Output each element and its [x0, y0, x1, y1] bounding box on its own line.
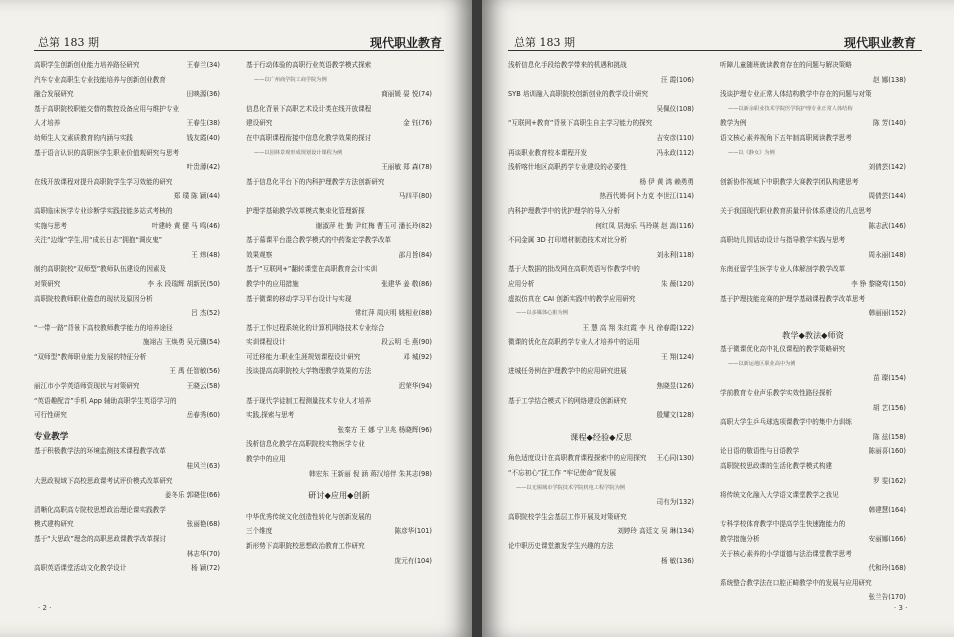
toc-entry-title: 高职学生创新创业能力培养路径研究: [34, 61, 140, 69]
toc-line: 专科学校体育教学中提高学生快速跑能力的: [720, 520, 846, 529]
toc-entry-author: 常红萍 周庆明 姚相业(88): [354, 309, 432, 318]
toc-entry-author: 张建华 姜 敬(86): [381, 279, 432, 288]
toc-line: 教学中的应用: [246, 455, 286, 464]
toc-entry-author: 朱 薇(120): [660, 279, 694, 288]
journal-title: 现代职业教育: [844, 36, 917, 50]
toc-entry-author: 商丽媛 晏 悦(74): [381, 90, 432, 99]
toc-line: 在中高职课程衔接中信息化教学效果的探讨: [246, 133, 372, 142]
toc-line: 微课的优化在高职药学专业人才培养中的运用: [508, 338, 640, 347]
toc-entry-author: 张兰告(170): [868, 593, 906, 602]
toc-entry-author: 陈 芳(140): [872, 119, 906, 128]
toc-entry-title: 人才培养: [34, 119, 61, 128]
toc-line: 基于行动体验的高职行业英语教学模式探索: [246, 61, 372, 69]
toc-entry-author: 施翊吉 王焕勇 吴元骥(54): [142, 338, 220, 347]
toc-line: 基于工学结合模式下的网络建设创新研究: [508, 396, 627, 405]
toc-entry-author: 王 慧 高 翔 朱红霞 李 凡 徐春霞(122): [582, 323, 694, 332]
toc-entry-title: 融合发展研究: [34, 90, 74, 99]
toc-line: [508, 277, 694, 292]
toc-line: “不忘初心”抚工作 “牢记使命”促发展: [508, 469, 617, 478]
toc-line: 基于“大思政”理念的高职思政课教学改革探讨: [34, 535, 167, 543]
toc-entry-author: 何红凤 居海乐 马玲瑛 赵 嵩(116): [595, 221, 694, 230]
toc-line: 将传统文化融入大学语文课堂教学之我见: [720, 491, 839, 500]
toc-line: 基于工作过程系统化的计算机网络技术专业综合: [246, 323, 385, 332]
toc-entry-author: 田映源(36): [186, 90, 220, 99]
toc-entry-author: 陈彦华(101): [394, 527, 432, 536]
toc-column: [34, 58, 220, 576]
toc-line: ——以广州商学院工商学院为例: [254, 76, 327, 83]
toc-column: [246, 58, 432, 568]
toc-line: [34, 517, 220, 532]
toc-entry-author: 杨 敏(136): [660, 556, 694, 565]
toc-line: “双师型”教师职业能力发展的特征分析: [34, 352, 147, 361]
toc-entry-author: 王 翔(124): [660, 352, 694, 361]
toc-line: 基于语言认识的高职医学生职业价值观研究与思考: [34, 148, 180, 157]
toc-line: 创新协作视域下中职教学大赛教学团队构建思考: [720, 177, 859, 186]
toc-entry-title: 建设研究: [246, 119, 273, 128]
toc-entry-author: 郑 璞 陈 颖(44): [173, 192, 220, 201]
toc-line: 高职幼儿园话动设计与指导教学实践与思考: [720, 236, 846, 245]
toc-line: [720, 444, 906, 459]
toc-line: 基于大数据的批改网在高职英语写作教学中的: [508, 265, 640, 274]
toc-line: [34, 277, 220, 292]
toc-line: 大思政视域下高校思政课考试评价模式改革研究: [34, 476, 173, 485]
toc-entry-title: 模式建构研究: [34, 520, 74, 529]
toc-entry-title: 角色适度设计在高职教育课程探索中的应用探究: [508, 454, 647, 463]
issue-number: 总第 183 期: [38, 36, 99, 49]
page-number: · 2 ·: [38, 604, 52, 612]
toc-entry-author: 王晓云(58): [186, 382, 220, 391]
toc-line: ——以无锡城市学院技术学院机电工程学院为例: [516, 484, 625, 491]
toc-entry-author: 刘倩芸(142): [868, 163, 906, 172]
toc-line: [508, 146, 694, 161]
toc-entry-author: 周永丽(148): [868, 250, 906, 259]
toc-line: 基于护理技能竞赛的护理学基础课程教学改革思考: [720, 294, 866, 303]
section-heading: 课程◆经验◆反思: [570, 431, 632, 442]
toc-entry-author: 司有为(132): [656, 498, 694, 507]
toc-entry-author: 安丽娜(166): [868, 535, 906, 543]
toc-line: 内科护理教学中的优护理学的导入分析: [508, 206, 621, 215]
toc-line: [246, 524, 432, 539]
toc-entry-author: 岳春秀(60): [186, 411, 220, 420]
toc-line: 听障儿童随班就读教育存在的问题与解决策略: [720, 61, 852, 69]
toc-entry-author: 杨 颖(72): [191, 564, 220, 573]
toc-entry-author: 陈丽喜(160): [868, 447, 906, 456]
toc-line: 高职院校教师职业倦怠的现状及原因分析: [34, 294, 153, 303]
toc-line: [246, 248, 432, 263]
toc-line: [246, 116, 432, 131]
toc-line: [34, 116, 220, 131]
toc-line: [246, 350, 432, 365]
toc-entry-author: 金 钰(76): [403, 119, 432, 128]
toc-line: 学前教育专业声乐教学实效性路径探析: [720, 389, 833, 398]
toc-entry-author: 殷耀文(128): [656, 411, 694, 420]
toc-entry-author: 叶贵薄(42): [186, 163, 220, 172]
toc-entry-author: 陈 兹(158): [872, 432, 906, 441]
toc-line: “一带一路”背景下高校教师教学能力的培养途径: [34, 323, 173, 332]
toc-entry-title: 幼师生人文素质教育的内涵与实践: [34, 133, 133, 142]
toc-entry-title: 教学为例: [720, 119, 747, 128]
toc-entry-author: 王春兰(34): [186, 61, 220, 69]
toc-line: 浅谈提高高职院校大学物理教学效果的方法: [246, 367, 372, 376]
toc-line: 浅析喀什地区高职药学专业建设的必要性: [508, 163, 627, 172]
toc-entry-author: 杨 伊 黄 鸿 赖勇勇: [639, 177, 694, 186]
toc-line: ——以园林景观形成规划设计课程为例: [254, 149, 343, 156]
left-page: [0, 0, 472, 637]
toc-entry-author: 林志华(70): [186, 549, 220, 558]
toc-line: [34, 561, 220, 576]
toc-entry-author: 吉安彦(110): [656, 133, 694, 142]
toc-line: 关于我国现代职业教育质量评价体系建设的几点思考: [720, 206, 872, 215]
toc-entry-author: 汪 霞(106): [660, 75, 694, 84]
toc-entry-author: 王 禹 任智敏(56): [169, 367, 220, 376]
toc-line: 新形势下高职院校思想政治教育工作研究: [246, 542, 365, 550]
toc-entry-title: 论日语的敬语性与日语教学: [720, 447, 800, 456]
toc-column: [720, 58, 906, 605]
toc-line: 基于慕课平台混合教学模式的中药鉴定学教学改革: [246, 236, 392, 245]
toc-entry-author: 代和玲(168): [868, 564, 906, 573]
toc-line: 不同金属 3D 打印增材制造技术对比分析: [508, 236, 627, 245]
toc-line: 关于核心素养的小学道德与法治课堂教学思考: [720, 549, 852, 558]
toc-entry-title: 应用分析: [508, 279, 535, 288]
toc-column: [508, 58, 694, 568]
toc-entry-author: 热西代姆·阿卜力克 李世江(114): [599, 192, 694, 201]
toc-entry-author: 姜冬乐 郭晓佳(66): [164, 491, 220, 500]
toc-entry-author: 庞元有(104): [394, 556, 432, 565]
toc-line: 信息化背景下高职艺术设计类在线开放课程: [246, 104, 372, 113]
toc-entry-title: 高职英语课堂活动文化教学设计: [34, 564, 127, 573]
toc-entry-author: 王 炜(48): [191, 250, 220, 259]
toc-entry-title: 实施与思考: [34, 221, 67, 230]
toc-entry-author: 韩宏东 王新丽 倪 涵 蒋汉培伴 朱其志(98): [309, 469, 432, 478]
toc-entry-author: 周倩芸(144): [868, 192, 906, 201]
toc-line: 语文核心素养视角下五年制高职阅读教学思考: [720, 133, 852, 142]
toc-line: 制约高职院校“双师型”教师队伍建设的因素及: [34, 265, 167, 274]
spacer: [246, 503, 432, 510]
section-heading: 教学◆教法◆师资: [782, 329, 844, 340]
spacer: [720, 321, 906, 328]
toc-line: 中华优秀传统文化创造性转化与创新发展的: [246, 512, 372, 521]
toc-entry-author: 叶建岭 黄 健 马 鸣(46): [151, 221, 220, 230]
toc-line: 基于“互联网+”翻转课堂在高职教育会计实训: [246, 265, 378, 274]
toc-line: “英语趣配音”手机 App 辅助高职学生英语学习的: [34, 396, 177, 405]
toc-line: ——以新运地区职业高中为例: [728, 360, 796, 367]
toc-line: [508, 451, 694, 466]
toc-entry-author: 胡 艺(156): [872, 403, 906, 412]
toc-line: 浅谈护理专业正常人体结构教学中存在的问题与对策: [720, 90, 872, 99]
toc-line: [720, 532, 906, 547]
toc-entry-author: 陈志武(146): [868, 221, 906, 230]
issue-number: 总第 183 期: [514, 36, 575, 49]
toc-entry-title: 实训课程设计: [246, 338, 286, 347]
toc-line: 基于微课的移动学习平台设计与实现: [246, 294, 352, 303]
toc-line: ——以新余职业技术学院医学院护理专业正常人体结构: [728, 105, 853, 112]
toc-entry-author: 韩建慧(164): [868, 505, 906, 514]
section-heading: 研讨◆应用◆创新: [308, 490, 370, 501]
toc-line: 基于高职院校职能交替的数控设备应用与维护专业: [34, 104, 180, 113]
toc-line: 基于微课优化高中礼仪课程的教学策略研究: [720, 345, 846, 354]
toc-entry-title: 再谈职业教育校本课程开发: [508, 148, 588, 157]
toc-entry-author: 韩丽丽(152): [868, 309, 906, 318]
toc-line: [34, 87, 220, 102]
toc-entry-author: 钱友霞(40): [186, 133, 220, 142]
toc-line: 关注“边缘”学生,用“成长日志”拥抱“调皮鬼”: [34, 236, 163, 245]
toc-line: 在线开放课程对提升高职院学生学习效能的研究: [34, 177, 173, 186]
toc-entry-author: 邓 城(92): [403, 352, 432, 361]
toc-line: 基于现代学徒制工程测量技术专业人才培养: [246, 396, 372, 405]
toc-line: 实践,探索与思考: [246, 411, 295, 420]
toc-line: 浅析信息化手段给教学带来的机遇和挑战: [508, 61, 627, 69]
toc-line: 基于信息化平台下的内科护理教学方法创新研究: [246, 177, 385, 186]
toc-line: [246, 335, 432, 350]
toc-entry-author: 王心同(130): [656, 454, 694, 463]
toc-entry-author: 马四平(80): [398, 192, 432, 201]
toc-entry-author: 冯永政(112): [656, 148, 694, 157]
header-rule: [508, 50, 922, 51]
toc-line: [34, 58, 220, 73]
toc-entry-author: 谢淑萍 杜 勤 尹红梅 曹玉可 潘长玲(82): [315, 221, 432, 230]
spacer: [246, 481, 432, 488]
toc-entry-author: 李 铮 黎晓莺(150): [851, 279, 906, 288]
journal-title: 现代职业教育: [370, 36, 443, 50]
toc-line: 高职院校思政课的生活化教学模式构建: [720, 462, 833, 471]
toc-entry-title: 教学中的应用措施: [246, 279, 299, 288]
toc-line: SYB 培训融入高职院校创新创业的教学设计研究: [508, 90, 649, 99]
toc-line: [34, 219, 220, 234]
toc-line: 论中职历史课堂激发学生兴趣的方法: [508, 542, 614, 550]
toc-line: 系统整合教学法在口腔正畸教学中的发展与应用研究: [720, 578, 872, 587]
toc-line: [34, 131, 220, 146]
toc-entry-title: 教学措施分析: [720, 535, 760, 543]
toc-line: [34, 408, 220, 423]
toc-line: 浅析信息化教学在高职院校实物医学专业: [246, 440, 365, 449]
spacer: [508, 423, 694, 430]
toc-line: [34, 379, 220, 394]
toc-line: 高职大学生乒乓球选项课教学中的集中力训练: [720, 418, 852, 427]
toc-entry-author: 刘婷玲 高廷文 吴 琳(134): [617, 527, 694, 536]
toc-line: 高职院校学生会基层工作开展及对策研究: [508, 512, 627, 521]
toc-line: 汽车专业高职生专业技能培养与创新创业教育: [34, 75, 166, 84]
toc-entry-author: 张秦方 王 娜 宁卫兆 杨晓辉(96): [337, 425, 432, 434]
toc-entry-title: 可迁移能力:职业生涯规划课程设计研究: [246, 352, 361, 361]
toc-line: 东南亚留学生医学专业人体解剖学教学改革: [720, 265, 846, 274]
toc-entry-author: 王丽敏 郑 森(78): [381, 163, 432, 172]
toc-entry-author: 罗 雯(162): [872, 476, 906, 485]
toc-line: 高职临床医学专业诊断学实践技能多站式考核的: [34, 206, 173, 215]
toc-line: [246, 277, 432, 292]
header-rule: [34, 50, 444, 51]
section-heading: 专业教学: [34, 431, 69, 442]
toc-line: ——以《静女》为例: [728, 149, 775, 156]
toc-line: [720, 116, 906, 131]
toc-entry-author: 王春生(38): [186, 119, 220, 128]
toc-line: 基于积极教学法的环境监测技术课程教学改革: [34, 447, 166, 456]
toc-line: 进城任务例在护理教学中的应用研究进展: [508, 367, 627, 376]
toc-entry-author: 迟荣华(94): [398, 382, 432, 391]
toc-entry-author: 焦晓昱(126): [656, 382, 694, 391]
toc-entry-author: 邵月旨(84): [398, 250, 432, 259]
right-page: [482, 0, 954, 637]
toc-entry-title: 效果观察: [246, 250, 273, 259]
toc-entry-title: 三个维度: [246, 527, 273, 536]
spacer: [34, 423, 220, 430]
toc-line: 虚拟仿真在 CAI 创新实践中的教学应用研究: [508, 294, 636, 303]
toc-line: ——以多媒体心脏为例: [516, 310, 568, 317]
toc-entry-title: 丽江市小学英语师资现状与对策研究: [34, 382, 140, 391]
toc-entry-author: 李 永 段瑞辉 胡新民(50): [147, 279, 220, 288]
toc-entry-author: 桂风兰(63): [186, 462, 220, 471]
toc-entry-author: 赵 娜(138): [872, 75, 906, 84]
toc-entry-author: 刘永利(118): [656, 250, 694, 259]
toc-line: 清晰化高职高专院校思想政治理论课实践教学: [34, 505, 166, 514]
toc-entry-author: 苗 璨(154): [872, 374, 906, 383]
toc-line: 护理学基础教学改革模式集束化管理新探: [246, 206, 365, 215]
toc-entry-author: 段云明 毛 燕(90): [381, 338, 432, 347]
toc-entry-title: 对策研究: [34, 279, 61, 288]
toc-line: “互联网+教育”背景下高职生自主学习能力的探究: [508, 119, 653, 128]
toc-entry-author: 吕 杰(52): [191, 309, 220, 318]
toc-entry-author: 吴佩仪(108): [656, 104, 694, 113]
toc-entry-title: 可行性研究: [34, 411, 67, 420]
spacer: [508, 444, 694, 451]
page-number: · 3 ·: [894, 604, 908, 612]
toc-entry-author: 张丽艳(68): [186, 520, 220, 529]
